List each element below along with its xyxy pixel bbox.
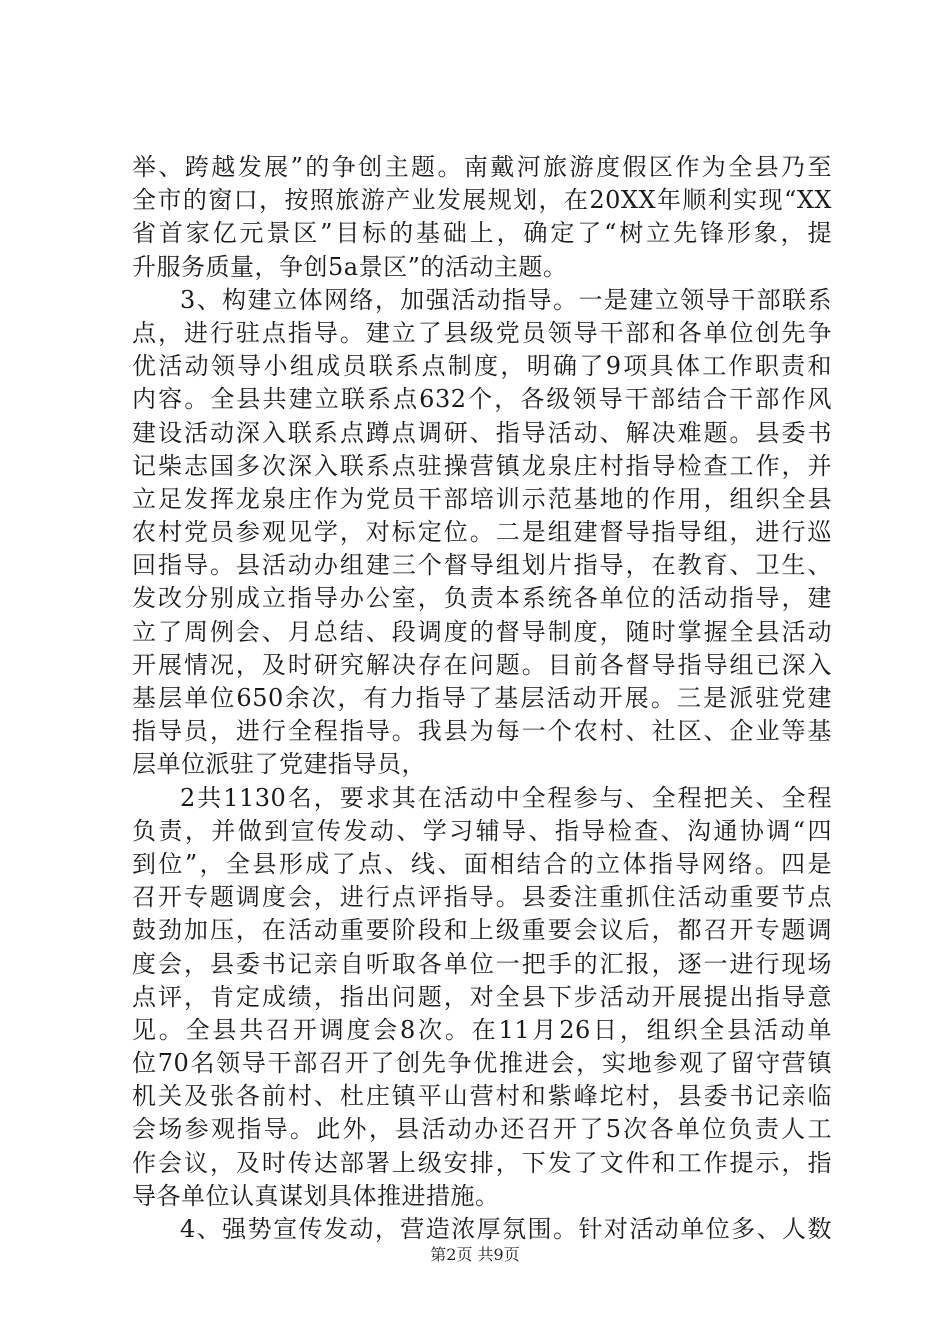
text-line: 导各单位认真谋划具体推进措施。 [132, 1181, 500, 1210]
text-line: 点，进行驻点指导。建立了县级党员领导干部和各单位创先争 [132, 318, 832, 347]
text-line: 内容。全县共建立联系点632个，各级领导干部结合干部作风 [132, 385, 832, 414]
text-line: 农村党员参观见学，对标定位。二是组建督导指导组，进行巡 [132, 518, 832, 547]
text-line: 度会，县委书记亲自听取各单位一把手的汇报，逐一进行现场 [132, 949, 832, 978]
text-line: 负责，并做到宣传发动、学习辅导、指导检查、沟通协调“四 [132, 816, 832, 845]
text-line: 记柴志国多次深入联系点驻操营镇龙泉庄村指导检查工作，并 [132, 451, 832, 480]
text-line: 升服务质量，争创5a景区”的活动主题。 [132, 252, 568, 281]
text-line: 点评，肯定成绩，指出问题，对全县下步活动开展提出指导意 [132, 982, 832, 1011]
text-line: 建设活动深入联系点蹲点调研、指导活动、解决难题。县委书 [132, 418, 832, 447]
text-line: 鼓劲加压，在活动重要阶段和上级重要会议后，都召开专题调 [132, 916, 832, 945]
text-line: 2共1130名，要求其在活动中全程参与、全程把关、全程 [180, 783, 832, 812]
text-line: 到位”，全县形成了点、线、面相结合的立体指导网络。四是 [132, 849, 832, 878]
text-line: 召开专题调度会，进行点评指导。县委注重抓住活动重要节点 [132, 883, 832, 912]
text-line: 优活动领导小组成员联系点制度，明确了9项具体工作职责和 [132, 352, 832, 381]
text-line: 见。全县共召开调度会8次。在11月26日，组织全县活动单 [132, 1015, 832, 1044]
text-line: 回指导。县活动办组建三个督导组划片指导，在教育、卫生、 [132, 551, 832, 580]
text-line: 机关及张各前村、杜庄镇平山营村和紫峰坨村，县委书记亲临 [132, 1082, 832, 1111]
text-line: 开展情况，及时研究解决存在问题。目前各督导指导组已深入 [132, 650, 832, 679]
text-line: 3、构建立体网络，加强活动指导。一是建立领导干部联系 [180, 285, 832, 314]
text-line: 基层单位650余次，有力指导了基层活动开展。三是派驻党建 [132, 684, 832, 712]
page-footer: 第2页 共9页 [430, 1245, 520, 1264]
text-line: 举、跨越发展”的争创主题。南戴河旅游度假区作为全县乃至 [132, 153, 832, 181]
text-line: 会场参观指导。此外，县活动办还召开了5次各单位负责人工 [132, 1115, 832, 1144]
text-line: 指导员，进行全程指导。我县为每一个农村、社区、企业等基 [132, 717, 832, 746]
text-line: 立了周例会、月总结、段调度的督导制度，随时掌握全县活动 [132, 617, 832, 646]
text-line: 立足发挥龙泉庄作为党员干部培训示范基地的作用，组织全县 [132, 484, 832, 513]
text-line: 位70名领导干部召开了创先争优推进会，实地参观了留守营镇 [132, 1049, 832, 1078]
text-line: 全市的窗口，按照旅游产业发展规划，在20XX年顺利实现“XX [132, 186, 832, 215]
document-body [132, 151, 832, 1246]
text-line: 作会议，及时传达部署上级安排，下发了文件和工作提示，指 [132, 1148, 832, 1177]
text-line: 发改分别成立指导办公室，负责本系统各单位的活动指导，建 [132, 584, 832, 613]
text-line: 层单位派驻了党建指导员， [132, 750, 426, 779]
text-line: 省首家亿元景区”目标的基础上，确定了“树立先锋形象，提 [132, 219, 832, 248]
text-line: 4、强势宣传发动，营造浓厚氛围。针对活动单位多、人数 [180, 1215, 832, 1243]
